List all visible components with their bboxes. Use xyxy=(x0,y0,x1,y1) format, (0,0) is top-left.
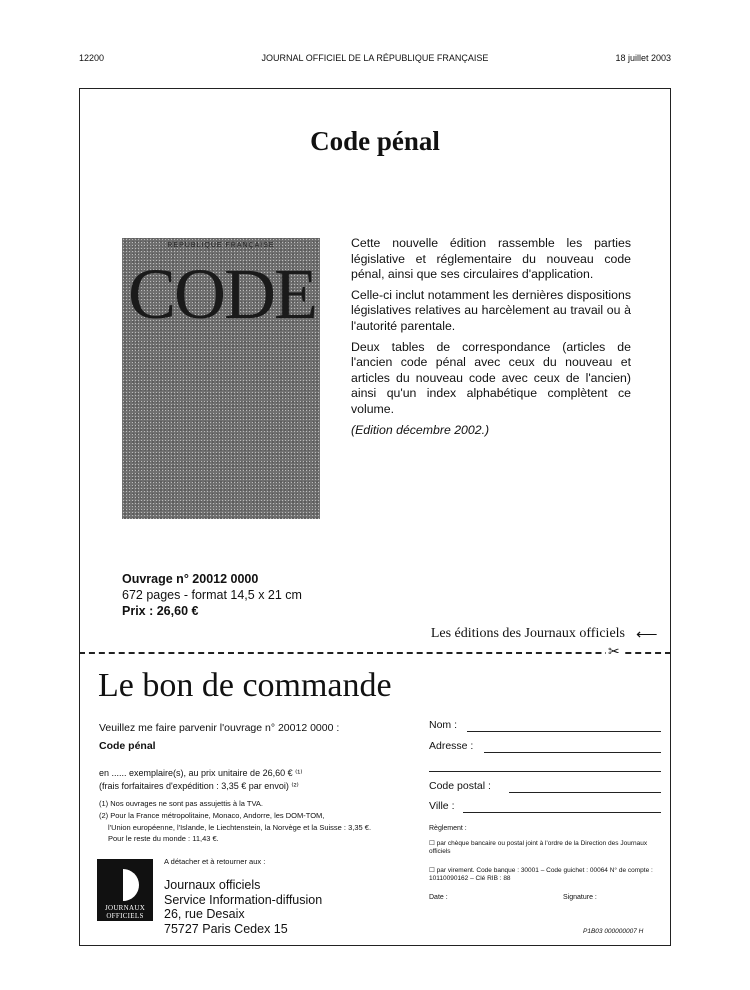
page-title: Code pénal xyxy=(310,126,440,156)
edition-note: (Edition décembre 2002.) xyxy=(351,422,490,437)
order-form-heading: Le bon de commande xyxy=(98,667,392,704)
nom-field[interactable] xyxy=(467,731,661,732)
ouvrage-number: Ouvrage n° 20012 0000 xyxy=(122,572,259,586)
description-paragraph: Celle-ci inclut notamment les dernières dispositions législatives relatives au harcèlement au travail ou à l'autorité parentale. xyxy=(351,287,631,333)
address-line: 26, rue Desaix xyxy=(164,907,245,921)
address-line: Journaux officiels xyxy=(164,878,261,892)
ouvrage-pages: 672 pages - format 14,5 x 21 cm xyxy=(122,588,302,602)
ouvrage-price: Prix : 26,60 € xyxy=(122,604,199,618)
order-request: Veuillez me faire parvenir l'ouvrage n° 20012 0000 : xyxy=(99,722,340,734)
publisher-line: Les éditions des Journaux officiels xyxy=(430,626,625,641)
description-paragraph: Deux tables de correspondance (articles de l'ancien code pénal avec ceux du nouveau et articles du nouveau code avec ceux de l'ancien) ainsi qu'un index alphabétique complètent ce volume. xyxy=(351,339,631,416)
payment-cheque-option[interactable]: ☐ par chèque bancaire ou postal joint à l'ordre de la Direction des Journaux officiels xyxy=(429,840,648,855)
order-shipping: (frais forfaitaires d'expédition : 3,35 € par envoi) ⁽²⁾ xyxy=(99,781,299,791)
signature-label: Signature : xyxy=(563,894,597,901)
journaux-officiels-logo xyxy=(97,859,153,921)
ville-label: Ville : xyxy=(429,800,455,812)
logo-text: JOURNAUX OFFICIELS xyxy=(104,904,146,920)
page-number: 12200 xyxy=(79,53,105,63)
cover-title: CODE xyxy=(128,254,316,334)
address-line: Service Information-diffusion xyxy=(164,892,323,907)
arrow-left-icon: ⟵ xyxy=(636,626,658,643)
scissors-icon: ✂ xyxy=(608,643,620,659)
cut-line xyxy=(79,652,671,654)
code-postal-label: Code postal : xyxy=(429,780,491,792)
return-address xyxy=(164,878,322,936)
ville-field[interactable] xyxy=(463,812,661,813)
reference-code: P1B03 000000007 H xyxy=(583,928,644,935)
book-cover-image xyxy=(122,238,320,519)
order-book: Code pénal xyxy=(99,740,156,752)
footnote-2: (2) Pour la France métropolitaine, Monaco, Andorre, les DOM-TOM, xyxy=(99,811,325,820)
payment-transfer-option[interactable]: ☐ par virement. Code banque : 30001 – Code guichet : 00064 N° de compte : 10110090162 – Clé RIB : 88 xyxy=(429,867,653,882)
date-label: Date : xyxy=(429,894,448,901)
journal-header: JOURNAL OFFICIEL DE LA RÉPUBLIQUE FRANÇAISE xyxy=(261,53,489,63)
adresse-label: Adresse : xyxy=(429,740,474,752)
header-date: 18 juillet 2003 xyxy=(615,53,671,63)
cover-top-text: RÉPUBLIQUE FRANÇAISE xyxy=(167,242,275,249)
logo-mark-stem xyxy=(111,869,123,901)
adresse-field[interactable] xyxy=(484,752,661,753)
nom-label: Nom : xyxy=(429,719,458,731)
book-description xyxy=(351,236,631,443)
description-paragraph: Cette nouvelle édition rassemble les parties législative et réglementaire du nouveau code pénal, ainsi que ses circulaires d'application. xyxy=(351,236,631,282)
footnote-2-cont: l'Union européenne, l'Islande, le Liechtenstein, la Norvège et la Suisse : 3,35 €. xyxy=(108,823,372,832)
reglement-label: Règlement : xyxy=(429,825,467,832)
adresse-field-2[interactable] xyxy=(429,771,661,772)
footnote-2-world: Pour le reste du monde : 11,43 €. xyxy=(108,834,219,843)
detach-instruction: A détacher et à retourner aux : xyxy=(164,857,266,866)
order-copies[interactable]: en ...... exemplaire(s), au prix unitaire de 26,60 € ⁽¹⁾ xyxy=(99,768,303,778)
address-line: 75727 Paris Cedex 15 xyxy=(164,921,288,936)
ouvrage-info xyxy=(122,571,302,619)
footnote-1: (1) Nos ouvrages ne sont pas assujettis à la TVA. xyxy=(99,799,263,808)
code-postal-field[interactable] xyxy=(509,792,661,793)
